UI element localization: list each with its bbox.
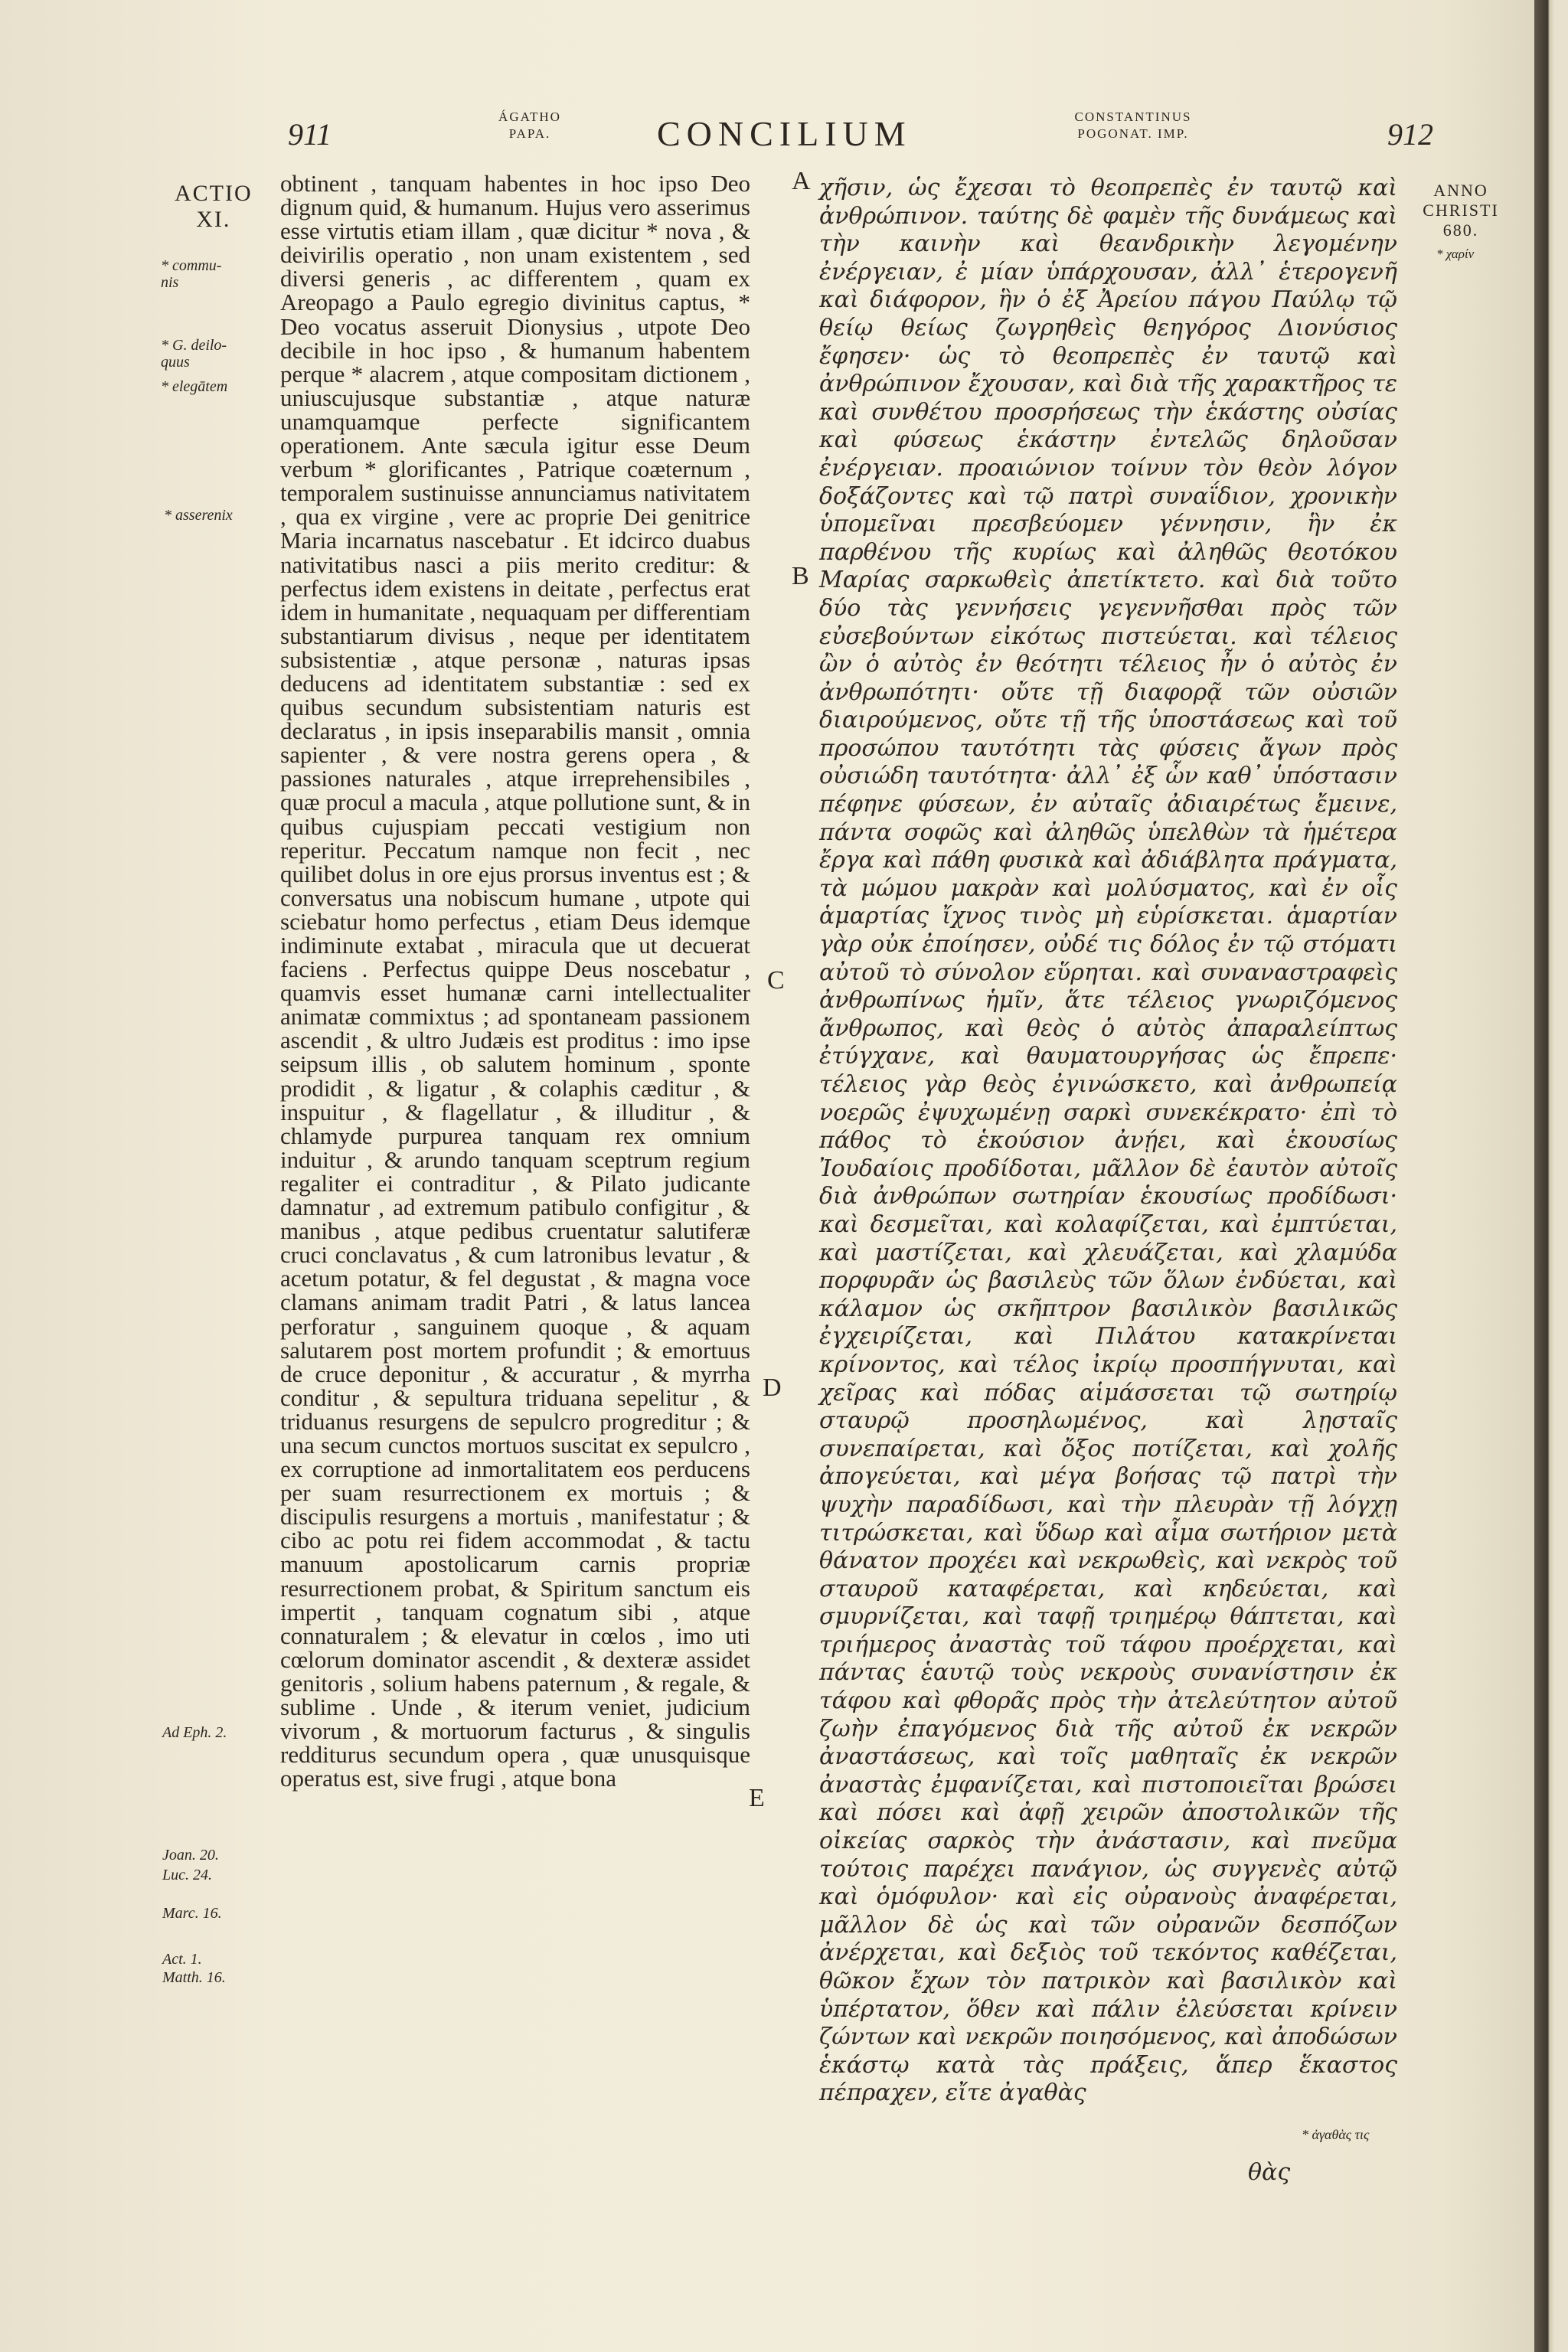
margin-note: * asserenix [164, 507, 233, 524]
section-letter: E [749, 1784, 765, 1812]
greek-paragraph: χῆσιν, ὡς ἔχεσαι τὸ θεοπρεπὲς ἐν ταυτῷ καὶ ἀνθρώπινον. ταύτης δὲ φαμὲν τῆς δυνάμεως καὶ τὴν καινὴν καὶ θεανδρικὴν λεγομένην ἐνέργειαν, ἐ μίαν ὑπάρχουσαν, ἀλλ᾽ ἑτερογενῆ καὶ διάφορον, ἣν ὁ ἐξ Ἀρείου πάγου Παύλῳ τῷ θείῳ θείως ζωγρηθεὶς θεηγόρος Διονύσιος ἔφησεν· ὡς τὸ θεοπρεπὲς ἐν ταυτῷ καὶ ἀνθρώπινον ἔχουσαν, καὶ διὰ τῆς χαρακτῆρος τε καὶ συνθέτου προσρήσεως τὴν ἑκάστης οὐσίας καὶ φύσεως ἑκάστην ἐντελῶς δηλοῦσαν ἐνέργειαν. προαιώνιον τοίνυν τὸν θεὸν λόγον δοξάζοντες καὶ τῷ πατρὶ συναΐδιον, χρονικὴν ὑπομεῖναι πρεσβεύομεν γέννησιν, ἣν ἐκ παρθένου τῆς κυρίως καὶ ἀληθῶς θεοτόκου Μαρίας σαρκωθεὶς ἀπετίκτετο. καὶ διὰ τοῦτο δύο τὰς γεννήσεις γεγεννῆσθαι πρὸς τῶν εὐσεβούντων εἰκότως πιστεύεται. καὶ τέλειος ὢν ὁ αὐτὸς ἐν θεότητι τέλειος ἦν ὁ αὐτὸς ἐν ἀνθρωπότητι· οὔτε τῇ διαφορᾷ τῶν οὐσιῶν διαιρούμενος, οὔτε τῇ τῆς ὑποστάσεως καὶ τοῦ προσώπου ταυτότητι τὰς φύσεις ἄγων πρὸς οὐσιώδη ταυτότητα· ἀλλ᾽ ἐξ ὧν καθ᾽ ὑπόστασιν πέφηνε φύσεων, ἐν αὐταῖς ἀδιαιρέτως ἔμεινε, πάντα σοφῶς καὶ ἀληθῶς ὑπελθὼν τὰ ἡμέτερα ἔργα καὶ πάθη φυσικὰ καὶ ἀδιάβλητα πράγματα, τὰ μώμου μακρὰν καὶ μολύσματος, καὶ ἐν οἷς ἁμαρτίας ἴχνος τινὸς μὴ εὑρίσκεται. ἁμαρτίαν γὰρ οὐκ ἐποίησεν, οὐδέ τις δόλος ἐν τῷ στόματι αὐτοῦ τὸ σύνολον εὕρηται. καὶ συναναστραφεὶς ἀνθρωπίνως ἡμῖν, ἅτε τέλειος γνωριζόμενος ἄνθρωπος, καὶ θεὸς ὁ αὐτὸς ἀπαραλείπτως ἐτύγχανε, καὶ θαυματουργήσας ὡς ἔπρεπε· τέλειος γὰρ θεὸς ἐγινώσκετο, καὶ ἀνθρωπείᾳ νοερῶς ἐψυχωμένῃ σαρκὶ συνεκέκρατο· ἐπὶ τὸ πάθος τὸ ἑκούσιον ἀνῄει, καὶ ἑκουσίως Ἰουδαίοις προδίδοται, μᾶλλον δὲ ἑαυτὸν αὐτοῖς διὰ ἀνθρώπων σωτηρίαν ἑκουσίως προδίδωσι· καὶ δεσμεῖται, καὶ κολαφίζεται, καὶ ἐμπτύεται, καὶ μαστίζεται, καὶ χλευάζεται, καὶ χλαμύδα πορφυρᾶν ὡς βασιλεὺς τῶν ὅλων ἐνδύεται, καὶ κάλαμον ὡς σκῆπτρον βασιλικὸν βασιλικῶς ἐγχειρίζεται, καὶ Πιλάτου κατακρίνεται κρίνοντος, καὶ τέλος ἰκρίῳ προσπήγνυται, καὶ χεῖρας καὶ πόδας αἱμάσσεται τῷ σωτηρίῳ σταυρῷ προσηλωμένος, καὶ λῃσταῖς συνεπαίρεται, καὶ ὄξος ποτίζεται, καὶ χολῆς ἀπογεύεται, καὶ μέγα βοήσας τῷ πατρὶ τὴν ψυχὴν παραδίδωσι, καὶ τὴν πλευρὰν τῇ λόγχῃ τιτρώσκεται, καὶ ὕδωρ καὶ αἷμα σωτήριον μετὰ θάνατον προχέει καὶ νεκρωθεὶς, καὶ νεκρὸς τοῦ σταυροῦ καταφέρεται, καὶ κηδεύεται, καὶ σμυρνίζεται, καὶ ταφῇ τριημέρῳ θάπτεται, καὶ τριήμερος ἀναστὰς τοῦ τάφου προέρχεται, καὶ πάντας ἑαυτῷ τοὺς νεκροὺς συνανίστησιν ἐκ τάφου καὶ φθορᾶς πρὸς τὴν ἀτελεύτητον αὐτοῦ ζωὴν ἐπαγόμενος διὰ τῆς αὐτοῦ ἐκ νεκρῶν ἀναστάσεως, καὶ τοῖς μαθηταῖς ἐκ νεκρῶν ἀναστὰς ἐμφανίζεται, καὶ πιστοποιεῖται βρώσει καὶ πόσει καὶ ἀφῇ χειρῶν ἀποστολικῶν τῆς οἰκείας σαρκὸς τὴν ἀνάστασιν, καὶ πνεῦμα τούτοις παρέχει πανάγιον, ὡς συγγενὲς αὐτῷ καὶ ὁμόφυλον· καὶ εἰς οὐρανοὺς ἀναφέρεται, μᾶλλον δὲ ὡς καὶ τῶν οὐρανῶν δεσπόζων ἀνέρχεται, καὶ δεξιὸς τοῦ τεκόντος καθέζεται, θῶκον ἔχων τὸν πατρικὸν καὶ βασιλικὸν καὶ ὑπέρτατον, ὅθεν καὶ πάλιν ἐλεύσεται κρίνειν ζώντων καὶ νεκρῶν ποιησόμενος, καὶ ἀποδώσων ἑκάστῳ κατὰ τὰς πράξεις, ἅπερ ἕκαστος πέπραχεν, εἴτε ἀγαθὰς [819, 175, 1397, 2107]
margin-note: * χαρίν [1436, 247, 1475, 261]
actio-heading: ACTIO XI. [175, 181, 253, 232]
running-head-right: CONSTANTINUS POGONAT. IMP. [1074, 109, 1192, 141]
latin-paragraph: obtinent , tanquam habentes in hoc ipso Deo dignum quid, & humanum. Hujus vero asserimus esse virtutis etiam illam , quæ dicitur * nova , & deivirilis operatio , non unam existentem , sed diversi generis , ac differentem , quam ex Areopago a Paulo egregio divinitus captus, * Deo vocatus asseruit Dionysius , utpote Deo decibile in hoc ipso , & humanum habentem perque * alacrem , atque compositam dictionem , uniuscujusque substantiæ , atque naturæ unamquamque perfecte significantem operationem. Ante sæcula igitur esse Deum verbum * glorificantes , Patrique coæternum , temporalem sustinuisse annunciamus nativitatem , qua ex virgine , vere ac proprie Dei genitrice Maria incarnatus nascebatur . Et idcirco duabus nativitatibus nasci a piis merito creditur: & perfectus idem existens in deitate , perfectus erat idem in humanitate , nequaquam per differentiam substantiarum divisus , neque per identitatem subsistentiæ , atque personæ , naturas ipsas deducens ad identitatem substantiæ : sed ex quibus secundum subsistentiam naturis est declaratus , in ipsis inseparabilis mansit , omnia sapienter , & vere nostra gerens opera , & passiones naturales , atque irreprehensibiles , quæ procul a macula , atque pollutione sunt, & in quibus cujuspiam peccati vestigium non reperitur. Peccatum namque non fecit , nec quilibet dolus in ore ejus prorsus inventus est ; & conversatus una nobiscum humane , utpote qui sciebatur homo perfectus , etiam Deus idemque indiminute extabat , miracula que ut decuerat faciens . Perfectus quippe Deus noscebatur , quamvis esset humanæ carni intellectualiter animatæ commixtus ; ad spontaneam passionem ascendit , & ultro Judæis est proditus : imo ipse seipsum illis , ob salutem hominum , sponte prodidit , & ligatur , & colaphis cæditur , & inspuitur , & flagellatur , & illuditur , & chlamyde purpurea tanquam rex omnium induitur , & arundo tanquam sceptrum regium regaliter ei contraditur , & Pilato judicante damnatur , ad extremum patibulo configitur , & manibus , atque pedibus cruentatur salutiferæ cruci conclavatus , & cum latronibus levatur , & acetum potatur, & fel degustat , & magna voce clamans animam tradit Patri , & latus lancea perforatur , sanguinem quoque , & aquam salutarem post mortem profundit ; & emortuus de cruce deponitur , & accuratur , & myrrha conditur , & sepultura triduana sepelitur , & triduanus resurgens de sepulcro progreditur ; & una secum cunctos mortuos suscitat ex sepulcro , ex corruptione ad inmortalitatem eos perducens per suam resurrectionem ex mortuis ; & discipulis resurgens a mortuis , manifestatur ; & cibo ac potu rei fidem accommodat , & tactu manuum apostolicarum carnis propriæ resurrectionem probat, & Spiritum sanctum eis impertit , tanquam cognatum sibi , atque connaturalem ; & elevatur in cœlos , imo uti cœlorum dominator ascendit , & dexteræ assidet genitoris , solium habens paternum , & regale, & sublime . Unde , & iterum veniet, judicium vivorum , & mortuorum facturus , & singulis redditurus secundum opera , quæ unusquisque operatus est, sive frugi , atque bona [280, 170, 750, 1792]
margin-note: Joan. 20. [162, 1847, 219, 1864]
margin-note: Act. 1. [162, 1951, 202, 1968]
section-letter: A [792, 167, 811, 195]
running-title: CONCILIUM [657, 114, 912, 153]
margin-note: * G. deilo- quus [161, 337, 227, 371]
margin-note: Marc. 16. [162, 1905, 222, 1922]
margin-note: * commu- nis [161, 257, 222, 291]
catchword: θὰς [1248, 2159, 1291, 2186]
running-head-left: ÁGATHO PAPA. [498, 109, 561, 141]
page-number-right: 912 [1387, 117, 1433, 152]
greek-column [819, 175, 1397, 2108]
section-letter: B [792, 562, 809, 590]
page-number-left: 911 [288, 117, 332, 152]
section-letter: C [767, 966, 785, 995]
greek-margin-note: * ἀγαθὰς τις [1302, 2127, 1370, 2142]
margin-note: Ad Eph. 2. [162, 1724, 227, 1741]
margin-note: * elegātem [161, 378, 228, 395]
margin-note: Matth. 16. [162, 1969, 226, 1986]
latin-column [280, 172, 750, 1790]
section-letter: D [763, 1374, 782, 1402]
facing-page-edge [1534, 0, 1568, 2352]
margin-note: Luc. 24. [162, 1867, 212, 1883]
page-header [0, 107, 1568, 161]
anno-christi: ANNO CHRISTI 680. [1423, 181, 1499, 240]
